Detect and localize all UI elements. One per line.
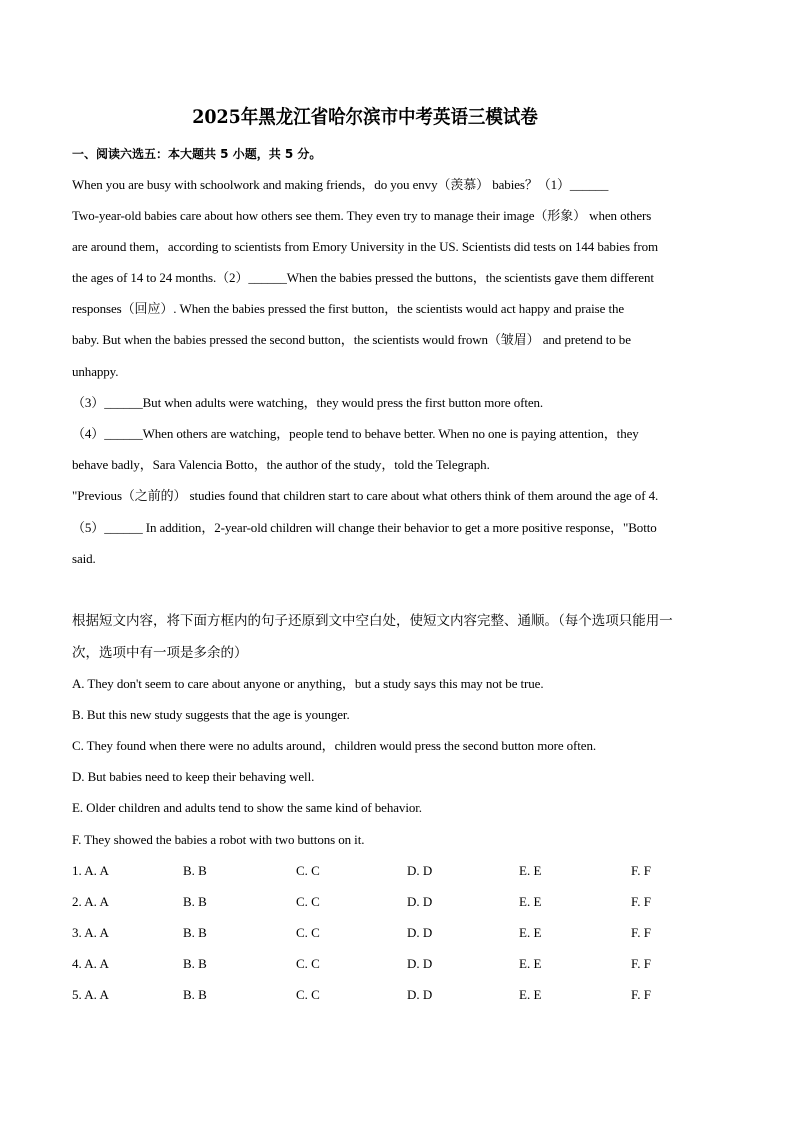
answer-option[interactable]: F. F — [631, 925, 651, 940]
passage-line: （3）______But when adults were watching，they would press the first button more often. — [72, 395, 544, 410]
answer-option[interactable]: D. D — [407, 925, 433, 940]
choice-c: C. They found when there were no adults around，children would press the second button more often. — [72, 738, 597, 753]
answer-option[interactable]: C. C — [296, 987, 320, 1002]
passage-line: behave badly，Sara Valencia Botto，the author of the study，told the Telegraph. — [72, 457, 490, 472]
answer-option[interactable]: 5. A. A — [72, 987, 109, 1002]
answer-option[interactable]: B. B — [183, 987, 207, 1002]
answer-row-2 — [72, 892, 732, 912]
answer-option[interactable]: E. E — [519, 956, 542, 971]
instruction-line: 根据短文内容，将下面方框内的句子还原到文中空白处，使短文内容完整、通顺。（每个选项只能用一 — [72, 613, 673, 629]
choice-a: A. They don't seem to care about anyone or anything，but a study says this may not be true. — [72, 676, 544, 691]
answer-option[interactable]: 2. A. A — [72, 894, 109, 909]
passage-line: the ages of 14 to 24 months.（2）______When the babies pressed the buttons，the scientists gave them different — [72, 270, 654, 285]
answer-option[interactable]: D. D — [407, 894, 433, 909]
answer-option[interactable]: 4. A. A — [72, 956, 109, 971]
answer-option[interactable]: E. E — [519, 987, 542, 1002]
instruction-line: 次，选项中有一项是多余的） — [72, 645, 248, 661]
choice-f: F. They showed the babies a robot with two buttons on it. — [72, 832, 365, 847]
answer-option[interactable]: D. D — [407, 956, 433, 971]
answer-option[interactable]: C. C — [296, 863, 320, 878]
passage-line: "Previous（之前的） studies found that children start to care about what others think of them around the age of 4. — [72, 488, 659, 503]
answer-option[interactable]: F. F — [631, 956, 651, 971]
passage-line: responses（回应）. When the babies pressed the first button，the scientists would act happy and praise the — [72, 301, 625, 316]
answer-option[interactable]: C. C — [296, 925, 320, 940]
answer-option[interactable]: B. B — [183, 894, 207, 909]
answer-option[interactable]: C. C — [296, 956, 320, 971]
choice-e: E. Older children and adults tend to show the same kind of behavior. — [72, 800, 422, 815]
choice-b: B. But this new study suggests that the age is younger. — [72, 707, 350, 722]
answer-option[interactable]: D. D — [407, 987, 433, 1002]
answer-option[interactable]: 1. A. A — [72, 863, 109, 878]
choice-d: D. But babies need to keep their behaving well. — [72, 769, 315, 784]
answer-option[interactable]: 3. A. A — [72, 925, 109, 940]
answer-option[interactable]: D. D — [407, 863, 433, 878]
answer-option[interactable]: F. F — [631, 894, 651, 909]
answer-option[interactable]: B. B — [183, 925, 207, 940]
answer-option[interactable]: E. E — [519, 894, 542, 909]
answer-option[interactable]: B. B — [183, 863, 207, 878]
answer-option[interactable]: F. F — [631, 987, 651, 1002]
answer-row-4 — [72, 954, 732, 974]
passage-line: baby. But when the babies pressed the second button，the scientists would frown（皱眉） and pretend to be — [72, 332, 631, 347]
answer-option[interactable]: F. F — [631, 863, 651, 878]
passage-line: When you are busy with schoolwork and making friends，do you envy（羡慕） babies？（1）______ — [72, 177, 609, 192]
passage-line: are around them，according to scientists from Emory University in the US. Scientists did tests on 144 babies from — [72, 239, 658, 254]
section-heading: 一、阅读六选五：本大题共 5 小题，共 5 分。 — [72, 147, 322, 161]
passage-line: （5）______ In addition，2-year-old children will change their behavior to get a more positive response，"Botto — [72, 520, 657, 535]
answer-option[interactable]: C. C — [296, 894, 320, 909]
passage-line: said. — [72, 551, 96, 566]
answer-row-3 — [72, 923, 732, 943]
answer-row-1 — [72, 861, 732, 881]
answer-row-5 — [72, 985, 732, 1005]
page-title: 2025年黑龙江省哈尔滨市中考英语三模试卷 — [192, 106, 538, 128]
answer-option[interactable]: E. E — [519, 925, 542, 940]
passage-line: Two-year-old babies care about how others see them. They even try to manage their image（形象） when others — [72, 208, 652, 223]
passage-line: （4）______When others are watching，people tend to behave better. When no one is paying attention，they — [72, 426, 639, 441]
answer-option[interactable]: B. B — [183, 956, 207, 971]
passage-line: unhappy. — [72, 364, 119, 379]
answer-option[interactable]: E. E — [519, 863, 542, 878]
